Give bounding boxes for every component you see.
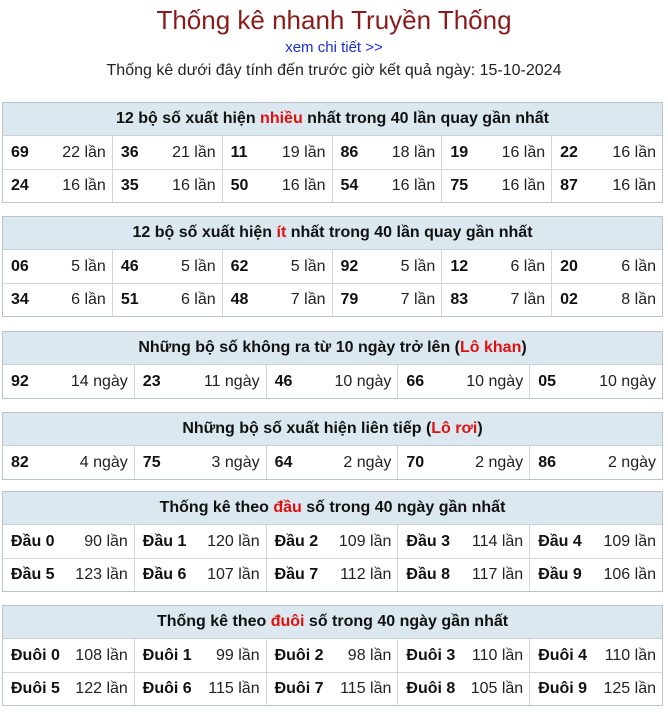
page-header [0,0,668,81]
stat-count: 107 lần [207,566,260,583]
stat-key: Đuôi 0 [11,646,60,664]
stat-key: Đuôi 7 [274,680,324,697]
stats-grid [3,446,662,479]
stat-cell [267,446,399,479]
section-title-text: nhất trong 40 lần quay gần nhất [286,224,533,241]
stat-count: 7 lần [290,291,326,308]
stat-key: Đuôi 6 [142,680,192,697]
stat-count: 16 lần [501,177,546,194]
stat-key: 35 [120,177,139,194]
stat-key: 87 [560,177,578,194]
stat-count: 117 lần [471,566,524,583]
section-title [3,103,662,136]
section-loroi [2,412,663,480]
stat-cell [398,672,530,705]
stat-key: 22 [560,143,578,161]
stat-key: Đầu 1 [142,532,187,550]
stat-cell [398,558,530,591]
stat-key: 79 [340,291,359,308]
section-lokhan [2,331,663,399]
stat-key: 54 [340,177,359,194]
stat-cell [530,525,662,558]
stat-key: 20 [560,257,578,275]
stat-count: 5 lần [400,257,436,275]
stat-cell [398,365,530,398]
stat-cell [113,283,223,316]
section-title-highlight: Lô khan [460,339,522,356]
stat-count: 10 ngày [599,372,656,390]
stat-key: 62 [230,257,249,275]
stat-count: 16 lần [391,177,436,194]
stat-cell [223,250,333,283]
stat-cell [267,639,399,672]
stat-cell [3,365,135,398]
stat-cell [552,283,662,316]
stat-count: 16 lần [612,143,656,161]
section-title-text: nhất trong 40 lần quay gần nhất [302,110,549,127]
stat-cell [552,136,662,169]
stat-count: 109 lần [603,532,656,550]
stat-count: 112 lần [340,566,392,583]
stat-key: 36 [120,143,139,161]
stat-key: 82 [11,453,29,471]
stat-cell [442,136,552,169]
section-title-text: Thống kê theo [156,613,271,630]
section-title-text: 12 bộ số xuất hiện [116,110,261,127]
stat-count: 4 ngày [79,453,128,471]
stat-key: 46 [120,257,139,275]
stat-key: Đầu 0 [11,532,55,550]
stat-key: Đầu 7 [274,566,319,583]
stat-key: 05 [538,372,556,390]
stat-cell [3,446,135,479]
stat-count: 2 ngày [475,453,524,471]
stat-cell [530,446,662,479]
stat-count: 6 lần [71,291,106,308]
section-title [3,413,662,446]
stat-key: 64 [274,453,293,471]
stat-cell [113,169,223,202]
stat-count: 14 ngày [70,372,128,390]
stat-count: 16 lần [281,177,326,194]
stat-cell [3,283,113,316]
stat-key: 24 [11,177,29,194]
section-title-text: Những bộ số không ra từ 10 ngày trở lên ( [138,339,460,356]
stat-cell [398,446,530,479]
stat-count: 5 lần [290,257,326,275]
section-title-text: Những bộ số xuất hiện liên tiếp ( [182,420,432,437]
stat-key: Đuôi 5 [11,680,60,697]
section-title-highlight: đầu [273,499,302,516]
stats-grid [3,136,662,202]
stat-cell [135,639,267,672]
section-title-text: Thống kê theo [159,499,274,516]
stat-count: 22 lần [62,143,106,161]
stat-cell [113,136,223,169]
stat-count: 110 lần [604,646,656,664]
stat-key: 11 [230,143,248,161]
stat-key: 86 [538,453,556,471]
details-link[interactable]: xem chi tiết >> [285,39,383,56]
section-duoi [2,605,663,706]
section-title-text: 12 bộ số xuất hiện [132,224,277,241]
section-title [3,217,662,250]
stat-key: Đuôi 8 [406,680,456,697]
stat-count: 106 lần [603,566,656,583]
stat-cell [113,250,223,283]
stat-cell [223,283,333,316]
stat-count: 3 ngày [211,453,260,471]
stat-count: 6 lần [180,291,216,308]
stat-count: 16 lần [172,177,216,194]
stat-key: Đầu 8 [406,566,450,583]
stat-cell [135,365,267,398]
stat-cell [3,169,113,202]
section-least [2,216,663,317]
stat-cell [135,525,267,558]
stat-cell [530,365,662,398]
section-title-highlight: ít [276,224,287,241]
stat-key: 46 [274,372,293,390]
stat-count: 122 lần [75,680,128,697]
stats-grid [3,365,662,398]
stat-cell [333,250,443,283]
stat-count: 105 lần [470,680,524,697]
stat-key: Đầu 5 [11,566,55,583]
stat-key: Đuôi 9 [538,680,588,697]
stat-cell [135,558,267,591]
stat-count: 99 lần [216,646,260,664]
stat-count: 5 lần [180,257,216,275]
stat-count: 115 lần [340,680,392,697]
stat-cell [3,672,135,705]
stats-grid [3,525,662,591]
stat-count: 10 ngày [334,372,392,390]
stat-key: 19 [450,143,469,161]
stat-key: 92 [11,372,29,390]
stat-key: 12 [450,257,469,275]
section-title [3,606,662,639]
stat-cell [223,169,333,202]
stat-count: 98 lần [347,646,392,664]
stat-count: 120 lần [207,532,260,550]
stat-count: 16 lần [612,177,656,194]
stat-key: Đuôi 2 [274,646,324,664]
stat-key: Đuôi 3 [406,646,456,664]
stat-count: 7 lần [510,291,546,308]
stat-cell [135,446,267,479]
stat-cell [398,639,530,672]
stat-cell [530,639,662,672]
stat-key: Đầu 4 [538,532,582,550]
section-title-text: số trong 40 ngày gần nhất [301,499,506,516]
stat-cell [552,250,662,283]
stat-cell [267,365,399,398]
section-dau [2,491,663,592]
stat-key: Đầu 2 [274,532,319,550]
stat-cell [442,283,552,316]
stat-cell [530,672,662,705]
stat-key: 23 [142,372,161,390]
stat-cell [3,136,113,169]
section-title [3,332,662,365]
section-title-text: số trong 40 ngày gần nhất [304,613,509,630]
stat-cell [3,525,135,558]
stat-cell [398,525,530,558]
stat-count: 109 lần [338,532,392,550]
stat-key: 69 [11,143,29,161]
stat-count: 125 lần [603,680,656,697]
stat-count: 6 lần [510,257,546,275]
stat-count: 108 lần [75,646,128,664]
stat-key: 75 [142,453,161,471]
stat-count: 16 lần [501,143,546,161]
stat-count: 123 lần [75,566,128,583]
stat-cell [333,169,443,202]
section-title-text: ) [477,420,483,437]
stat-cell [333,136,443,169]
page-subtitle: Thống kê dưới đây tính đến trước giờ kết quả ngày: 15-10-2024 [106,62,562,79]
section-title-highlight: Lô rơi [431,420,478,437]
stat-key: 02 [560,291,578,308]
stat-cell [3,250,113,283]
stat-count: 16 lần [62,177,106,194]
stat-cell [135,672,267,705]
stat-count: 2 ngày [343,453,392,471]
stat-count: 18 lần [391,143,436,161]
stat-cell [333,283,443,316]
stat-cell [530,558,662,591]
section-title-text: ) [521,339,527,356]
section-most [2,102,663,203]
stat-cell [3,558,135,591]
stat-key: 06 [11,257,29,275]
stat-cell [3,639,135,672]
stat-key: Đuôi 4 [538,646,588,664]
stat-count: 2 ngày [607,453,656,471]
stat-key: Đầu 9 [538,566,582,583]
stat-key: 83 [450,291,469,308]
stat-key: 51 [120,291,139,308]
stats-grid [3,250,662,316]
stat-key: 48 [230,291,249,308]
section-title [3,492,662,525]
stat-count: 110 lần [471,646,524,664]
stat-count: 115 lần [208,680,260,697]
stat-cell [442,250,552,283]
stat-count: 10 ngày [466,372,524,390]
stat-count: 21 lần [172,143,216,161]
stat-count: 6 lần [621,257,656,275]
stat-key: 66 [406,372,425,390]
stat-count: 11 ngày [203,372,260,390]
stat-key: 86 [340,143,359,161]
stat-key: Đầu 6 [142,566,187,583]
stat-key: 34 [11,291,29,308]
stat-key: 92 [340,257,359,275]
stat-key: Đuôi 1 [142,646,192,664]
stat-key: 50 [230,177,249,194]
section-title-highlight: đuôi [270,613,305,630]
stat-key: 70 [406,453,425,471]
stat-cell [442,169,552,202]
stat-count: 5 lần [71,257,106,275]
stat-cell [267,525,399,558]
stat-cell [267,672,399,705]
stat-count: 7 lần [400,291,436,308]
stat-count: 19 lần [281,143,326,161]
stat-count: 90 lần [84,532,128,550]
stat-count: 114 lần [471,532,524,550]
stat-cell [267,558,399,591]
stat-key: Đầu 3 [406,532,450,550]
page-title: Thống kê nhanh Truyền Thống [156,5,512,35]
stats-grid [3,639,662,705]
stat-cell [552,169,662,202]
stat-key: 75 [450,177,469,194]
stat-cell [223,136,333,169]
section-title-highlight: nhiều [260,110,303,127]
stat-count: 8 lần [621,291,656,308]
